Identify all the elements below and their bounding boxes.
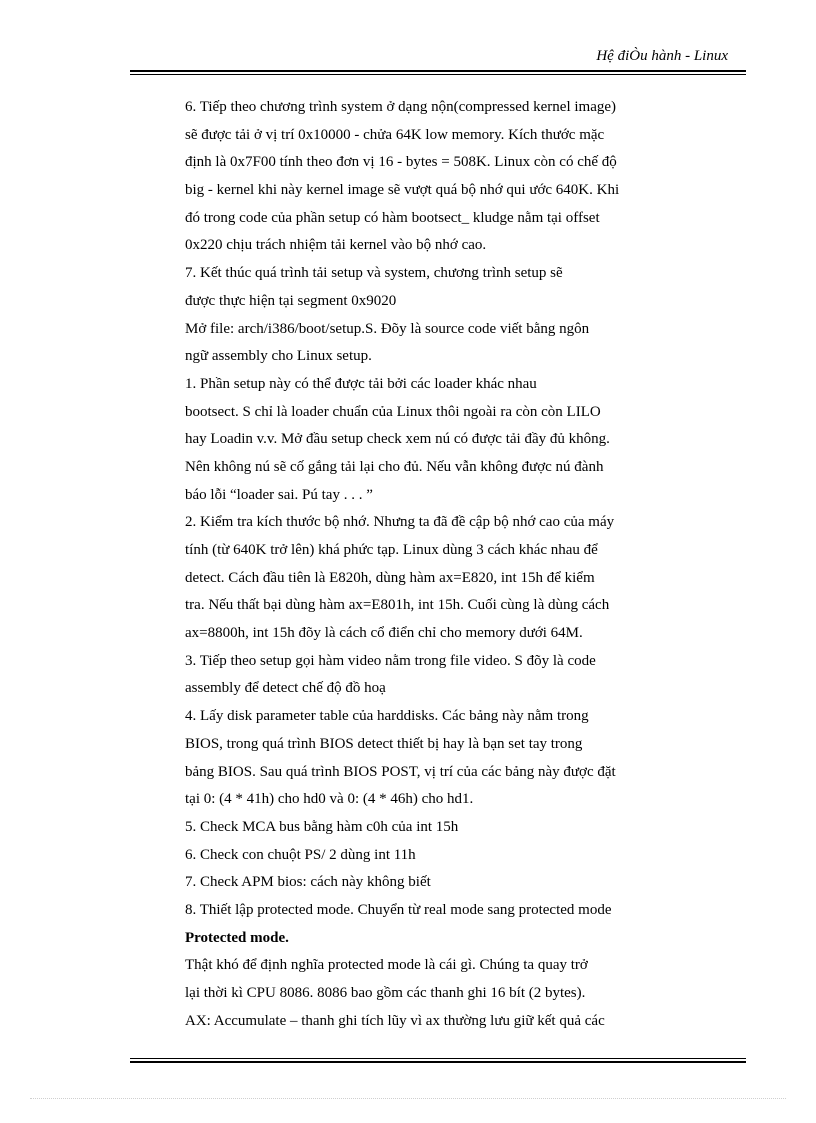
text-line: đó trong code của phần setup có hàm bootsect_ kludge nằm tại offset [185,209,600,226]
text-line: tại 0: (4 * 41h) cho hd0 và 0: (4 * 46h) cho hd1. [185,791,474,808]
text-line: 6. Check con chuột PS/ 2 dùng int 11h [185,846,416,863]
text-line: 7. Check APM bios: cách này không biết [185,874,431,891]
text-line: 8. Thiết lập protected mode. Chuyển từ real mode sang protected mode [185,901,612,918]
text-line: 2. Kiểm tra kích thước bộ nhớ. Nhưng ta đã đề cập bộ nhớ cao của máy [185,514,615,531]
page-bottom-border [30,1098,786,1099]
text-line: 1. Phần setup này có thể được tải bởi các loader khác nhau [185,375,537,392]
text-line: 0x220 chịu trách nhiệm tải kernel vào bộ nhớ cao. [185,237,487,254]
text-line: 6. Tiếp theo chương trình system ở dạng nộn(compressed kernel image) [185,99,617,115]
text-line: Nên không nú sẽ cố gắng tải lại cho đủ. Nếu vẫn không được nú đành [185,458,604,475]
text-line: 3. Tiếp theo setup gọi hàm video nằm trong file video. S đõy là code [185,652,596,669]
text-line: 4. Lấy disk parameter table của harddisks. Các bảng này nằm trong [185,708,589,725]
text-line: sẽ được tải ở vị trí 0x10000 - chửa 64K low memory. Kích thước mặc [185,126,605,143]
text-line: detect. Cách đầu tiên là E820h, dùng hàm ax=E820, int 15h để kiểm [185,569,595,586]
text-line: 5. Check MCA bus bằng hàm c0h của int 15h [185,818,459,835]
section-heading: Protected mode. [185,929,289,946]
text-line: ax=8800h, int 15h đõy là cách cổ điển chỉ cho memory dưới 64M. [185,625,583,642]
text-line: assembly để detect chế độ đồ hoạ [185,680,386,697]
text-line: ngữ assembly cho Linux setup. [185,348,372,365]
text-line: AX: Accumulate – thanh ghi tích lũy vì ax thường lưu giữ kết quả các [185,1012,605,1029]
text-line: 7. Kết thúc quá trình tải setup và system, chương trình setup sẽ [185,265,563,282]
text-line: định là 0x7F00 tính theo đơn vị 16 - bytes = 508K. Linux còn có chế độ [185,154,617,171]
text-line: lại thời kì CPU 8086. 8086 bao gồm các thanh ghi 16 bít (2 bytes). [185,985,586,1001]
body-text [185,94,675,1035]
text-line: tra. Nếu thất bại dùng hàm ax=E801h, int 15h. Cuối cùng là dùng cách [185,597,610,614]
text-line: BIOS, trong quá trình BIOS detect thiết bị hay là bạn set tay trong [185,735,583,752]
text-line: báo lỗi “loader sai. Pú tay . . . ” [185,486,373,503]
text-line: bảng BIOS. Sau quá trình BIOS POST, vị trí của các bảng này được đặt [185,763,616,780]
text-line: Mở file: arch/i386/boot/setup.S. Đõy là source code viết bằng ngôn [185,320,590,337]
text-line: Thật khó để định nghĩa protected mode là cái gì. Chúng ta quay trở [185,957,588,974]
header-title: Hệ điÒu hành - Linux [596,48,728,64]
footer-rule [130,1058,746,1063]
text-line: tính (từ 640K trở lên) khá phức tạp. Linux dùng 3 cách khác nhau để [185,542,598,558]
text-line: big - kernel khi này kernel image sẽ vượt quá bộ nhớ qui ước 640K. Khi [185,182,620,199]
text-line: được thực hiện tại segment 0x9020 [185,292,397,309]
text-line: bootsect. S chỉ là loader chuẩn của Linux thôi ngoài ra còn còn LILO [185,403,601,420]
header-rule [130,70,746,75]
text-line: hay Loadin v.v. Mở đầu setup check xem nú có được tải đầy đủ không. [185,431,610,448]
